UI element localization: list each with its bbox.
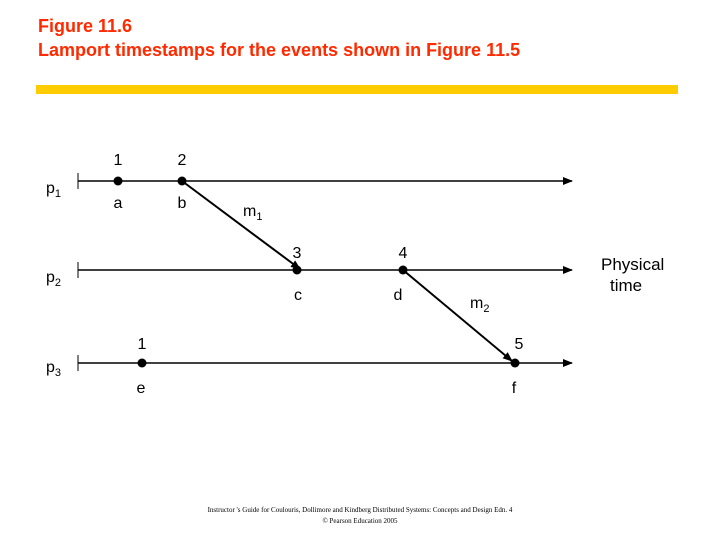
timestamp-c: 3 — [292, 245, 302, 262]
event-dot-d — [399, 266, 408, 275]
event-name-c: c — [294, 287, 302, 304]
event-name-d: d — [393, 287, 403, 304]
event-name-a: a — [113, 195, 123, 212]
event-dot-e — [138, 359, 147, 368]
axis-label-physical: Physical — [601, 255, 665, 274]
event-name-e: e — [136, 380, 146, 397]
event-dot-b — [178, 177, 187, 186]
footer-credit: Instructor 's Guide for Coulouris, Dollimore and Kindberg Distributed Systems: Concepts and Design Edn. 4 — [207, 506, 513, 514]
process-label-p1: $p_1$ — [46, 180, 62, 200]
message-label-m2: $m_2$ — [470, 295, 490, 315]
message-label-m1: $m_1$ — [243, 203, 263, 223]
event-dot-c — [293, 266, 302, 275]
timestamp-e: 1 — [137, 336, 147, 353]
figure-caption: Lamport timestamps for the events shown in Figure 11.5 — [38, 40, 521, 60]
process-label-p3: $p_3$ — [46, 359, 62, 379]
figure-number: Figure 11.6 — [38, 16, 133, 36]
timestamp-f: 5 — [514, 336, 524, 353]
timestamp-d: 4 — [398, 245, 408, 262]
message-arrow-m1 — [182, 181, 300, 269]
timestamp-b: 2 — [177, 152, 187, 169]
footer-copyright: © Pearson Education 2005 — [322, 517, 398, 525]
axis-label-time: time — [610, 276, 643, 295]
event-dot-f — [511, 359, 520, 368]
message-arrow-m2 — [403, 270, 512, 361]
timestamp-a: 1 — [113, 152, 123, 169]
event-name-b: b — [177, 195, 187, 212]
event-dot-a — [114, 177, 123, 186]
event-name-f: f — [511, 380, 517, 397]
process-label-p2: $p_2$ — [46, 269, 62, 289]
